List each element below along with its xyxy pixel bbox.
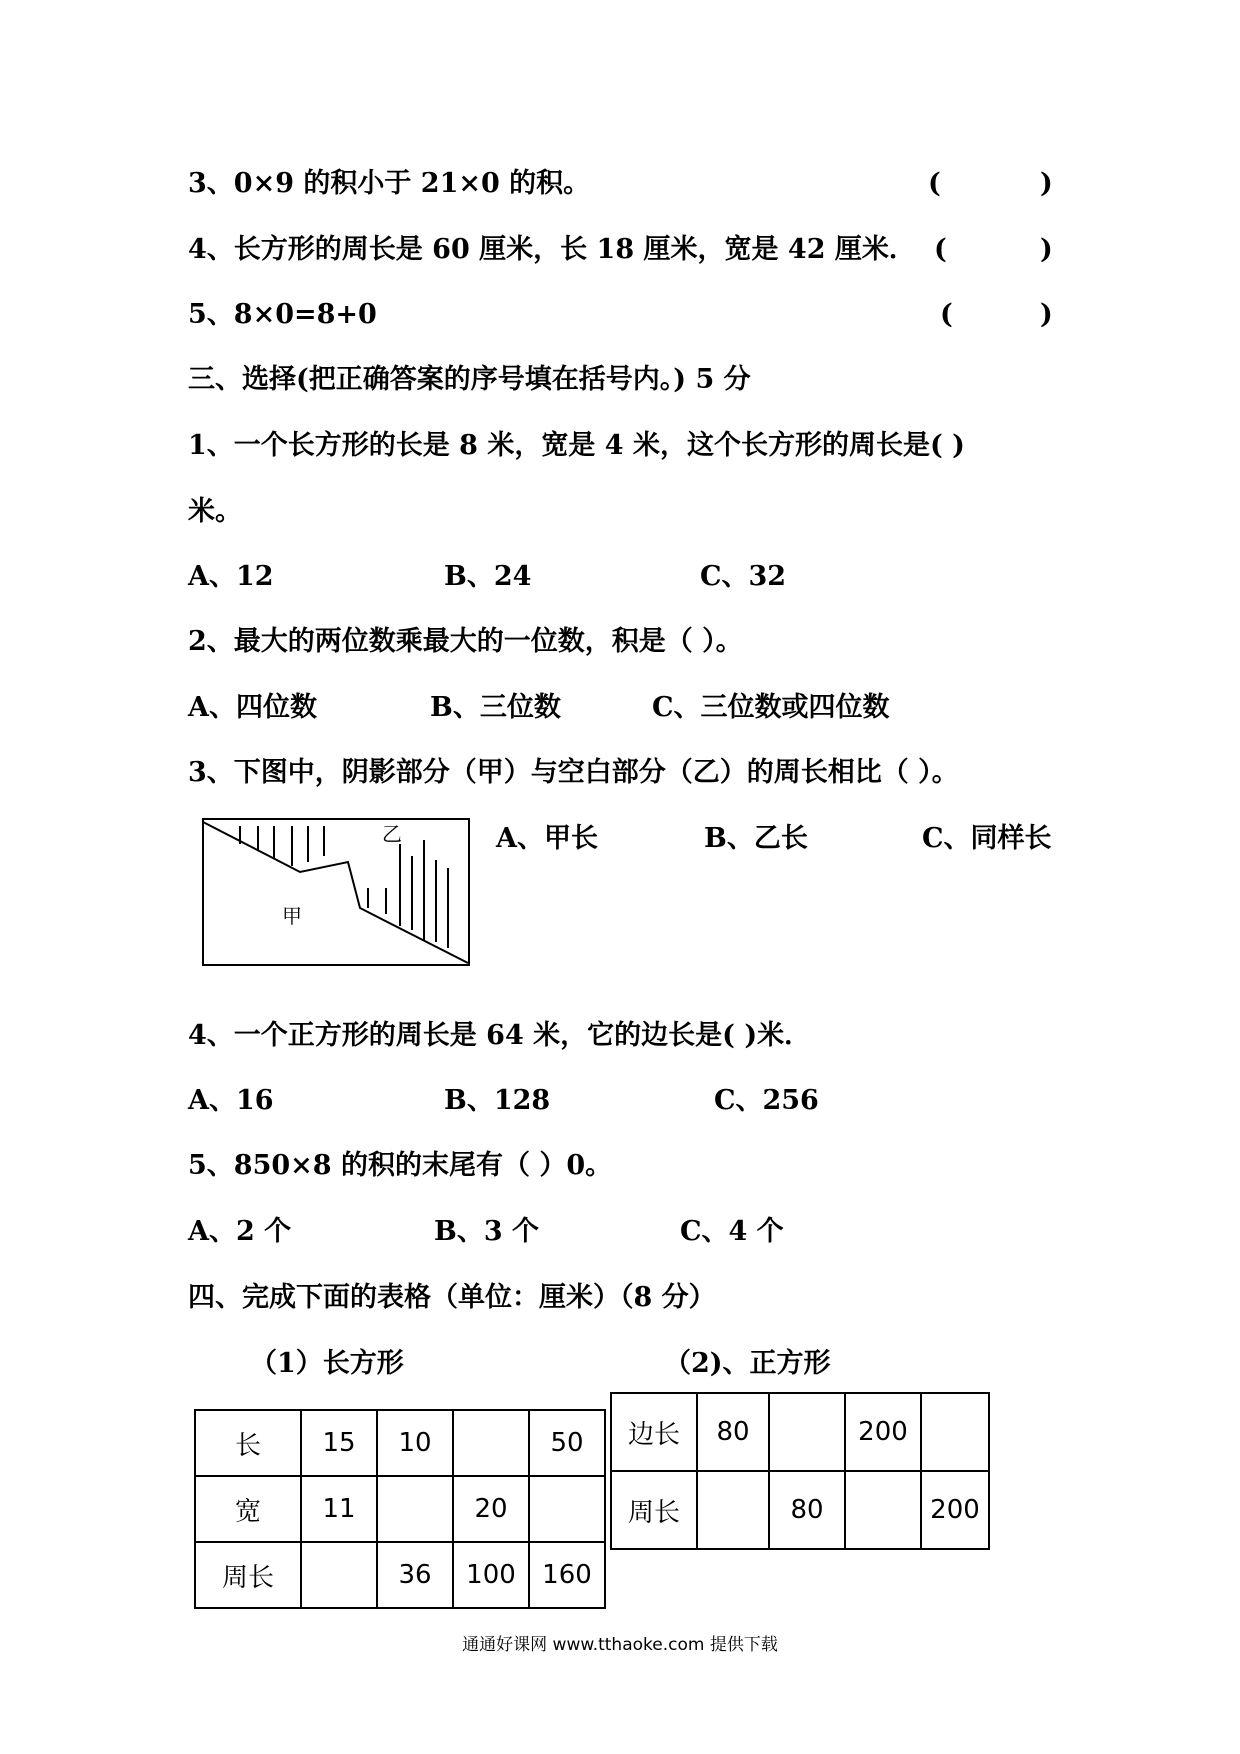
option-c: C、256 bbox=[714, 1085, 819, 1116]
option-b: B、128 bbox=[444, 1085, 551, 1116]
table-cell: 15 bbox=[301, 1410, 377, 1476]
table-cell: 80 bbox=[769, 1471, 845, 1549]
table-cell: 100 bbox=[453, 1542, 529, 1608]
row-header: 边长 bbox=[611, 1393, 697, 1471]
label-yi: 乙 bbox=[382, 822, 402, 846]
answer-paren-close: ) bbox=[1040, 168, 1053, 199]
table-cell: 20 bbox=[453, 1476, 529, 1542]
table-cell bbox=[453, 1410, 529, 1476]
table-cell: 200 bbox=[921, 1471, 989, 1549]
row-header: 长 bbox=[195, 1410, 301, 1476]
choice-question-5: 5、850×8 的积的末尾有（ ）0。 bbox=[188, 1150, 613, 1181]
answer-paren-close: ) bbox=[1040, 299, 1053, 330]
table-cell bbox=[769, 1393, 845, 1471]
choice-question-1: 1、一个长方形的长是 8 米，宽是 4 米，这个长方形的周长是( ) bbox=[188, 430, 965, 461]
table-cell: 200 bbox=[845, 1393, 921, 1471]
row-header: 周长 bbox=[611, 1471, 697, 1549]
table-cell bbox=[697, 1471, 769, 1549]
table-cell bbox=[921, 1393, 989, 1471]
option-c: C、同样长 bbox=[922, 823, 1052, 854]
table-cell: 160 bbox=[529, 1542, 605, 1608]
tf-question-3: 3、0×9 的积小于 21×0 的积。 bbox=[188, 168, 591, 199]
table-cell: 80 bbox=[697, 1393, 769, 1471]
option-b: B、三位数 bbox=[430, 692, 561, 723]
tf-question-4: 4、长方形的周长是 60 厘米，长 18 厘米，宽是 42 厘米． bbox=[188, 234, 916, 265]
option-c: C、三位数或四位数 bbox=[652, 692, 890, 723]
option-a: A、2 个 bbox=[188, 1216, 292, 1247]
perimeter-figure bbox=[200, 816, 472, 968]
table-cell: 11 bbox=[301, 1476, 377, 1542]
subsection-rectangle: （1）长方形 bbox=[250, 1348, 404, 1379]
row-header: 周长 bbox=[195, 1542, 301, 1608]
choice-question-4: 4、一个正方形的周长是 64 米，它的边长是( )米． bbox=[188, 1020, 812, 1051]
option-a: A、12 bbox=[188, 561, 274, 592]
footer-source: 通通好课网 www.tthaoke.com 提供下载 bbox=[462, 1635, 778, 1655]
answer-paren-open: ( bbox=[940, 299, 953, 330]
option-a: A、四位数 bbox=[188, 692, 317, 723]
table-cell: 50 bbox=[529, 1410, 605, 1476]
table-cell bbox=[529, 1476, 605, 1542]
answer-paren-open: ( bbox=[934, 234, 947, 265]
table-cell: 10 bbox=[377, 1410, 453, 1476]
rectangle-table bbox=[194, 1409, 606, 1609]
label-jia: 甲 bbox=[282, 904, 302, 928]
option-c: C、32 bbox=[700, 561, 787, 592]
answer-paren-open: ( bbox=[928, 168, 941, 199]
tf-question-5: 5、8×0=8+0 bbox=[188, 299, 377, 330]
table-cell: 36 bbox=[377, 1542, 453, 1608]
option-a: A、甲长 bbox=[496, 823, 598, 854]
section-4-title: 四、完成下面的表格（单位：厘米）（8 分） bbox=[188, 1282, 716, 1313]
square-table bbox=[610, 1392, 990, 1550]
choice-question-2: 2、最大的两位数乘最大的一位数，积是（ ）。 bbox=[188, 626, 743, 657]
row-header: 宽 bbox=[195, 1476, 301, 1542]
table-cell bbox=[301, 1542, 377, 1608]
option-a: A、16 bbox=[188, 1085, 274, 1116]
table-cell bbox=[377, 1476, 453, 1542]
option-c: C、4 个 bbox=[680, 1216, 784, 1247]
table-cell bbox=[845, 1471, 921, 1549]
option-b: B、24 bbox=[444, 561, 532, 592]
answer-paren-close: ) bbox=[1040, 234, 1053, 265]
section-3-title: 三、选择(把正确答案的序号填在括号内。) 5 分 bbox=[188, 364, 751, 395]
subsection-square: （2)、正方形 bbox=[664, 1348, 831, 1379]
option-b: B、3 个 bbox=[434, 1216, 540, 1247]
option-b: B、乙长 bbox=[704, 823, 808, 854]
choice-question-3: 3、下图中，阴影部分（甲）与空白部分（乙）的周长相比（ ）。 bbox=[188, 757, 959, 788]
choice-question-1-cont: 米。 bbox=[188, 496, 242, 527]
